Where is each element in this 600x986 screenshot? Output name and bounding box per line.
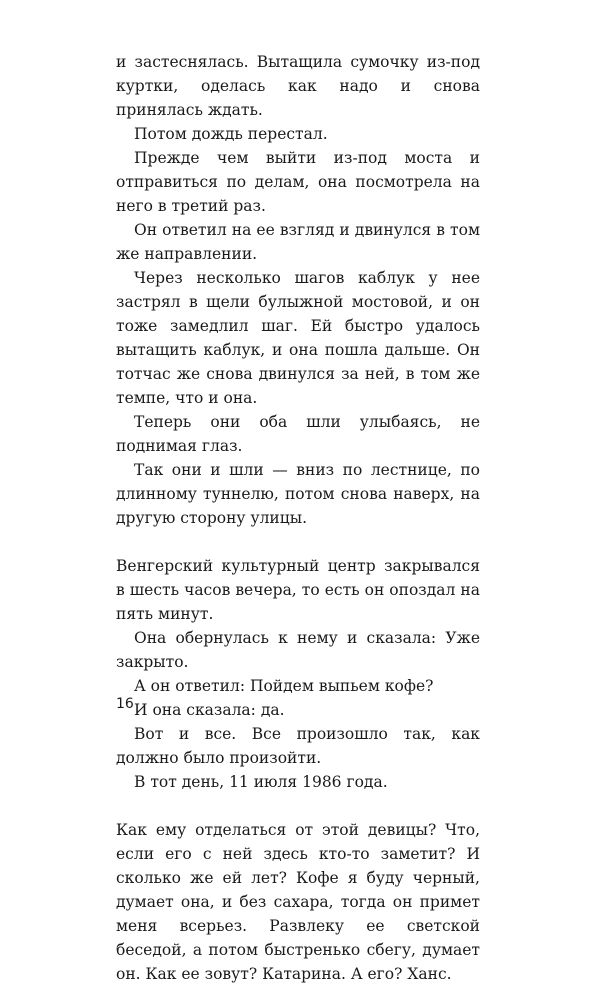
paragraph: Он ответил на ее взгляд и двинулся в том же направлении. <box>116 221 480 263</box>
paragraph: Венгерский культурный центр закрывался в шесть часов вечера, то есть он опоздал на пять минут. <box>116 557 480 623</box>
section-break <box>116 530 480 554</box>
paragraph: Вот и все. Все произошло так, как должно было произойти. <box>116 725 480 767</box>
paragraph: А он ответил: Пойдем выпьем кофе? <box>134 677 434 695</box>
paragraph: и застеснялась. Вытащила сумочку из-под куртки, оделась как надо и снова принялась ждать. <box>116 53 480 119</box>
page-number: 16 <box>116 696 134 712</box>
paragraph: Она обернулась к нему и сказала: Уже закрыто. <box>116 629 480 671</box>
section-break <box>116 794 480 818</box>
paragraph: В тот день, 11 июля 1986 года. <box>134 773 388 791</box>
paragraph: Потом дождь перестал. <box>134 125 328 143</box>
paragraph: Прежде чем выйти из-под моста и отправиться по делам, она посмотрела на него в третий раз. <box>116 149 480 215</box>
paragraph: Так они и шли — вниз по лестнице, по длинному туннелю, потом снова наверх, на другую сторону улицы. <box>116 461 480 527</box>
paragraph: Через несколько шагов каблук у нее застрял в щели булыжной мостовой, и он тоже замедлил шаг. Ей быстро удалось вытащить каблук, и она пошла дальше. Он тотчас же снова двинулся за ней, в том же темпе, что и она. <box>116 269 480 407</box>
paragraph: Как ему отделаться от этой девицы? Что, если его с ней здесь кто-то заметит? И сколько же ей лет? Кофе я буду черный, думает она, и без сахара, тогда он примет меня всерьез. Развлеку ее светской беседой, а потом быстренько сбегу, думает он. Как ее зовут? Катарина. А его? Ханс. <box>116 821 480 983</box>
paragraph: Теперь они оба шли улыбаясь, не поднимая глаз. <box>116 413 480 455</box>
body-text <box>116 50 480 986</box>
paragraph: И она сказала: да. <box>134 701 285 719</box>
